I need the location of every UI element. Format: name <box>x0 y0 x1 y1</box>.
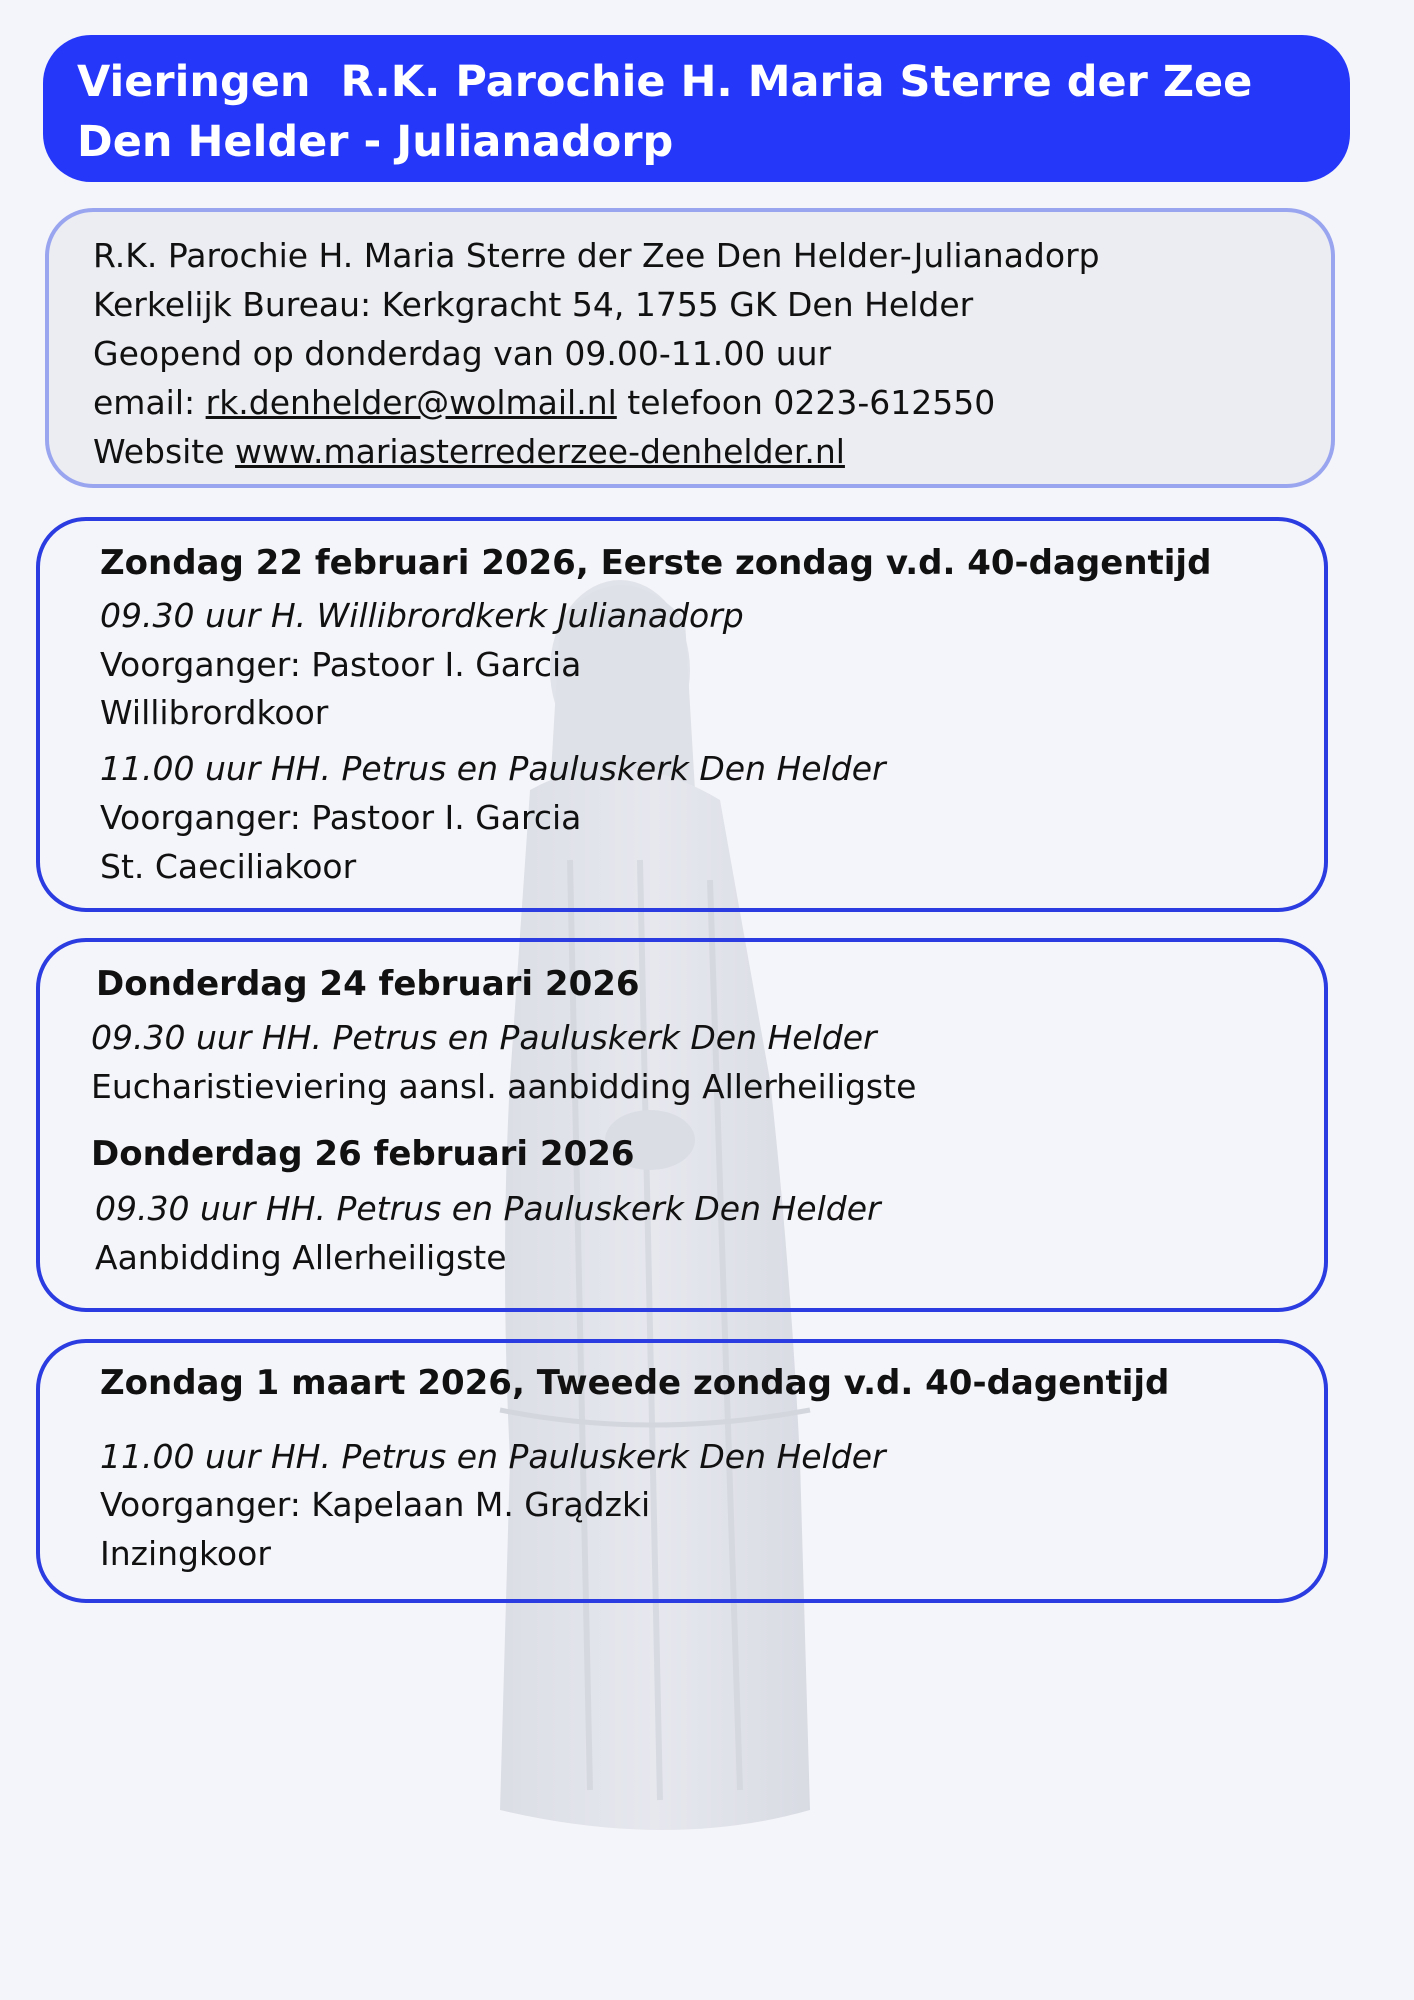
parish-info-box <box>45 208 1335 488</box>
block2-service1-time: 09.30 uur HH. Petrus en Pauluskerk Den Helder <box>91 1018 877 1057</box>
schedule-block-weekdays <box>36 938 1328 1312</box>
header-title-line2: Den Helder - Julianadorp <box>77 117 674 167</box>
block3-service1-leader: Voorganger: Kapelaan M. Grądzki <box>100 1485 651 1524</box>
block3-title: Zondag 1 maart 2026, Tweede zondag v.d. 40-dagentijd <box>100 1363 1170 1403</box>
info-parish-name: R.K. Parochie H. Maria Sterre der Zee Den Helder-Julianadorp <box>93 236 1100 275</box>
block2-title2: Donderdag 26 februari 2026 <box>91 1134 635 1174</box>
info-office-address: Kerkelijk Bureau: Kerkgracht 54, 1755 GK Den Helder <box>93 285 974 324</box>
block1-service2-leader: Voorganger: Pastoor I. Garcia <box>100 798 582 837</box>
block2-service2-time: 09.30 uur HH. Petrus en Pauluskerk Den Helder <box>95 1189 881 1228</box>
info-contact-line <box>93 378 1331 427</box>
website-label: Website <box>93 432 236 471</box>
block1-service1-time: 09.30 uur H. Willibrordkerk Julianadorp <box>100 596 744 635</box>
phone-text: telefoon 0223-612550 <box>616 383 996 422</box>
block1-service2-choir: St. Caeciliakoor <box>100 847 357 886</box>
email-label: email: <box>93 383 206 422</box>
page-header <box>43 35 1350 182</box>
email-link[interactable]: rk.denhelder@wolmail.nl <box>205 383 617 422</box>
schedule-block-mar1 <box>36 1339 1328 1603</box>
block1-service2-time: 11.00 uur HH. Petrus en Pauluskerk Den Helder <box>100 749 886 788</box>
info-website-line <box>93 427 1331 476</box>
block1-title: Zondag 22 februari 2026, Eerste zondag v.d. 40-dagentijd <box>100 543 1212 583</box>
block2-title1: Donderdag 24 februari 2026 <box>96 964 640 1004</box>
website-link[interactable]: www.mariasterrederzee-denhelder.nl <box>235 432 845 471</box>
header-title-line1: Vieringen R.K. Parochie H. Maria Sterre der Zee <box>77 57 1253 107</box>
block2-service1-desc: Eucharistieviering aansl. aanbidding Allerheiligste <box>91 1067 917 1106</box>
block3-service1-time: 11.00 uur HH. Petrus en Pauluskerk Den Helder <box>100 1437 886 1476</box>
schedule-block-feb22 <box>36 517 1328 912</box>
block1-service1-leader: Voorganger: Pastoor I. Garcia <box>100 645 582 684</box>
info-opening-hours: Geopend op donderdag van 09.00-11.00 uur <box>93 334 832 373</box>
block1-service1-choir: Willibrordkoor <box>100 693 329 732</box>
block2-service2-desc: Aanbidding Allerheiligste <box>95 1238 507 1277</box>
block3-service1-choir: Inzingkoor <box>100 1534 271 1573</box>
